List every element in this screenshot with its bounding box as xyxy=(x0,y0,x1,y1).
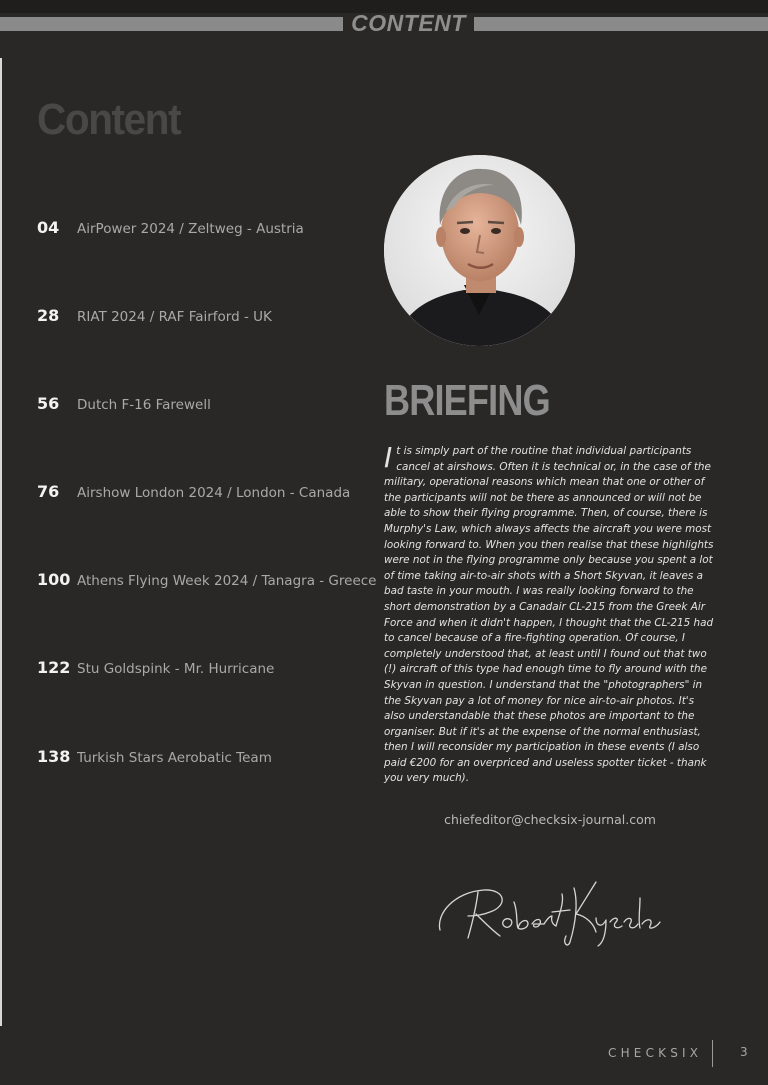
toc-title: Dutch F-16 Farewell xyxy=(77,397,211,413)
toc-title: Turkish Stars Aerobatic Team xyxy=(77,750,272,766)
signature-mark xyxy=(434,872,664,952)
editor-email-link[interactable]: chiefeditor@checksix-journal.com xyxy=(444,812,656,827)
toc-title: Athens Flying Week 2024 / Tanagra - Greece xyxy=(77,573,377,589)
briefing-heading: BRIEFING xyxy=(384,376,550,425)
page-number: 3 xyxy=(740,1045,748,1059)
header-rule-right xyxy=(474,17,768,31)
footer-brand: CHECKSIX xyxy=(608,1046,703,1060)
toc-item[interactable] xyxy=(37,306,272,330)
toc-title: RIAT 2024 / RAF Fairford - UK xyxy=(77,309,272,325)
portrait-illustration xyxy=(384,155,575,346)
toc-page-number: 76 xyxy=(37,482,60,501)
drop-cap: I xyxy=(384,441,393,474)
toc-page-number: 56 xyxy=(37,394,60,413)
toc-item[interactable] xyxy=(37,658,274,682)
toc-item[interactable] xyxy=(37,570,377,594)
toc-page-number: 100 xyxy=(37,570,71,589)
toc-item[interactable] xyxy=(37,482,350,506)
toc-item[interactable] xyxy=(37,218,304,242)
briefing-body xyxy=(384,441,716,787)
toc-item[interactable] xyxy=(37,394,211,418)
footer-divider xyxy=(712,1040,713,1067)
left-margin-rule xyxy=(0,58,2,1026)
header-rule-left xyxy=(0,17,343,31)
toc-page-number: 28 xyxy=(37,306,60,325)
toc-title: Stu Goldspink - Mr. Hurricane xyxy=(77,661,275,677)
briefing-body-text: t is simply part of the routine that individual participants cancel at airshows. Often it is technical or, in the case of the military, operational reasons which mean that one or other of the participants will not be there as announced or will not be able to show their flying programme. Then, of course, there is Murphy's Law, which always affects the aircraft you were most looking forward to. When you then realise that these highlights were not in the flying programme only because you spent a lot of time taking air-to-air shots with a Short Skyvan, it leaves a bad taste in your mouth. I was really looking forward to the short demonstration by a Canadair CL-215 from the Greek Air Force and when it didn't happen, I thought that the CL-215 had to cancel because of a fire-fighting operation. Of course, I completely understood that, at least until I found out that two (!) aircraft of this type had enough time to fly around with the Skyvan in question. I understand that the "photographers" in the Skyvan pay a lot of money for nice air-to-air photos. It's also understandable that these photos are important to the organiser. But if it's at the expense of the normal enthusiast, then I will reconsider my participation in these events (I also paid €200 for an overpriced and useless spotter ticket - thank you very much). xyxy=(384,445,714,785)
toc-title: AirPower 2024 / Zeltweg - Austria xyxy=(77,221,304,237)
toc-title: Airshow London 2024 / London - Canada xyxy=(77,485,351,501)
editor-portrait xyxy=(384,155,575,346)
toc-item[interactable] xyxy=(37,747,272,771)
section-header xyxy=(0,10,768,36)
toc-page-number: 122 xyxy=(37,658,71,677)
toc-heading: Content xyxy=(37,95,181,144)
section-title: CONTENT xyxy=(351,10,466,36)
editor-signature xyxy=(434,872,664,952)
toc-page-number: 04 xyxy=(37,218,60,237)
toc-page-number: 138 xyxy=(37,747,71,766)
